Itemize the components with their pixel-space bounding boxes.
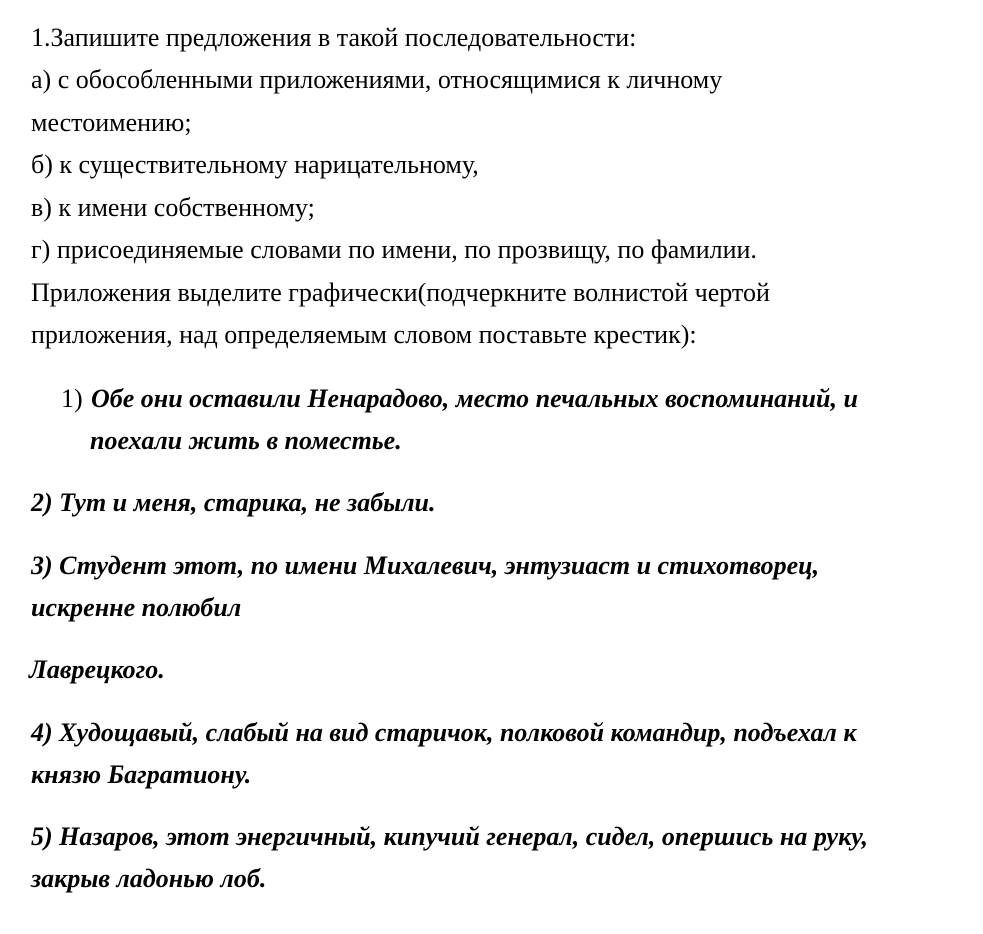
task-item-a-line-1: а) с обособленными приложениями, относящимися к личному [31, 65, 723, 94]
task-item-g: г) присоединяемые словами по имени, по прозвищу, по фамилии. [31, 235, 757, 264]
sentence-4-line-1: 4) Худощавый, слабый на вид старичок, полковой командир, подъехал к [31, 718, 857, 747]
sentence-1-number: 1) [61, 384, 83, 413]
sentence-3-line-1: 3) Студент этот, по имени Михалевич, энтузиаст и стихотворец, [31, 551, 820, 580]
sentence-3-line-2: искренне полюбил [31, 593, 242, 622]
instruction-line-2: приложения, над определяемым словом поставьте крестик): [31, 320, 697, 349]
task-item-b: б) к существительному нарицательному, [31, 150, 479, 179]
sentence-5-line-1: 5) Назаров, этот энергичный, кипучий генерал, сидел, опершись на руку, [31, 822, 868, 851]
sentence-5-line-2: закрыв ладонью лоб. [31, 864, 267, 893]
sentence-1-line-1: Обе они оставили Ненарадово, место печальных воспоминаний, и [91, 384, 858, 413]
sentence-1-line-2: поехали жить в поместье. [90, 426, 402, 455]
instruction-line-1: Приложения выделите графически(подчеркните волнистой чертой [31, 278, 770, 307]
sentence-4-line-2: князю Багратиону. [31, 760, 252, 789]
task-title: 1.Запишите предложения в такой последовательности: [31, 23, 637, 52]
sentence-3-line-3: Лаврецкого. [29, 655, 165, 684]
task-item-a-line-2: местоимению; [31, 108, 192, 137]
sentence-2: 2) Тут и меня, старика, не забыли. [31, 488, 436, 517]
task-item-v: в) к имени собственному; [31, 193, 315, 222]
